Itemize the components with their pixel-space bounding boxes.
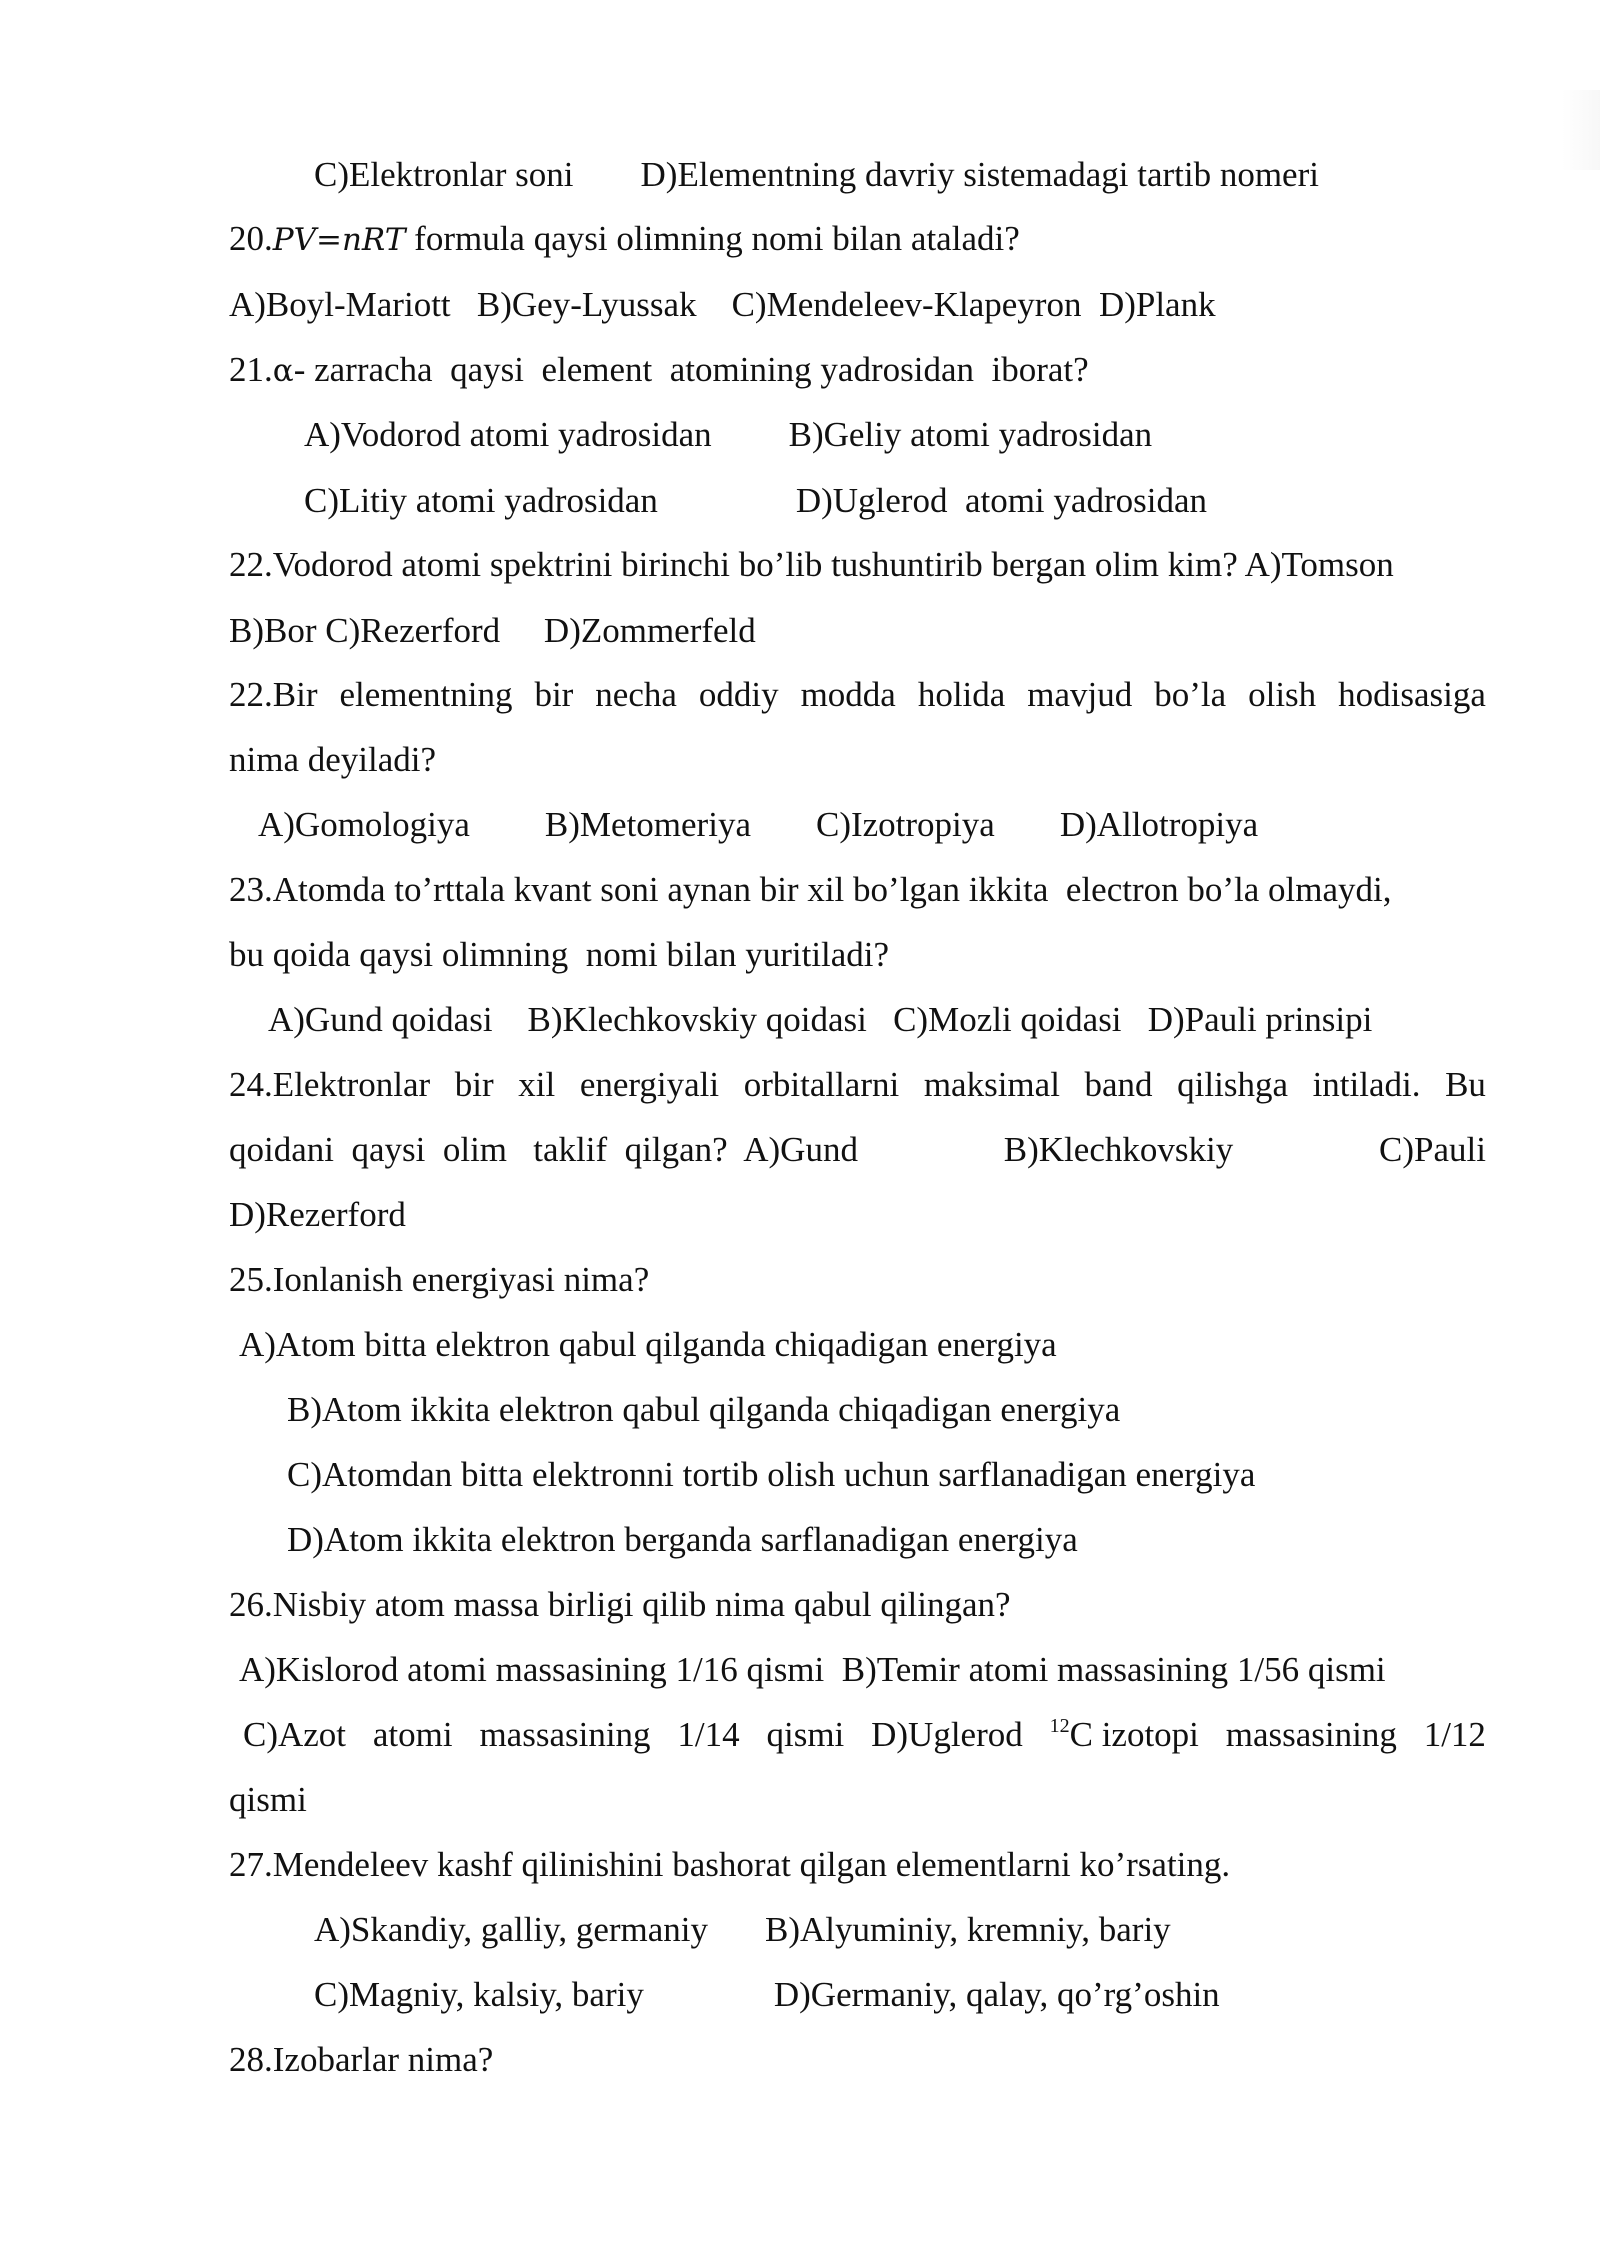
option-c: C)Litiy atomi yadrosidan [304,481,658,520]
page-edge-shade [1562,90,1600,170]
question-text: 22.Vodorod atomi spektrini birinchi bo’lib tushuntirib bergan olim kim? A)Tomson [229,545,1394,584]
question-23 [229,867,1392,913]
word: intiladi. [1312,1065,1421,1104]
option-a: A)Skandiy, galliy, germaniy [314,1910,708,1949]
question-24 [229,1062,1486,1108]
question-text: 28.Izobarlar nima? [229,2040,494,2079]
option-c: C)Pauli [1379,1130,1486,1169]
question-24-cont [229,1127,1486,1173]
question-text: 23.Atomda to’rttala kvant soni aynan bir xil bo’lgan ikkita electron bo’la olmaydi, [229,870,1392,909]
alpha-symbol: α [272,353,294,389]
question-22b-cont [229,737,436,783]
word: Bu [1445,1065,1486,1104]
isotope [1050,1712,1199,1758]
option-d: D)Allotropiya [1059,805,1259,844]
option-a: A)Atom bitta elektron qabul qilganda chiqadigan energiya [239,1325,1057,1364]
option-b: B)Atom ikkita elektron qabul qilganda chiqadigan energiya [287,1390,1121,1429]
question-22a [229,542,1394,588]
question-23-options [268,997,1372,1043]
question-27 [229,1842,1230,1888]
mass-number: 12 [1049,1715,1070,1737]
question-number: 21. [229,350,273,389]
option-d: D)Uglerod atomi yadrosidan [795,481,1207,520]
option-b: B)Klechkovskiy [1003,1130,1234,1169]
question-22b-options [258,802,1258,848]
word: 24.Elektronlar [229,1065,431,1104]
word: 22.Bir [229,675,318,714]
word: energiyali [579,1065,720,1104]
question-20-options [229,282,1216,328]
question-22a-options [229,608,756,654]
option-c: C)Elektronlar soni [314,155,574,194]
word: necha [595,675,677,714]
question-26-options-ab [239,1647,1386,1693]
question-21-options-ab [304,412,1152,458]
question-21 [229,347,1089,393]
question-text: 26.Nisbiy atom massa birligi qilib nima qabul qilingan? [229,1585,1011,1624]
word: qilishga [1177,1065,1288,1104]
word: bir [534,675,574,714]
option-d: D)Rezerford [229,1195,406,1234]
word: xil [518,1065,556,1104]
option-a: A)Gomologiya [258,805,470,844]
word: 1/14 [677,1715,740,1754]
question-25-option-c [287,1452,1255,1498]
question-25-option-a [239,1322,1057,1368]
question-26-cont [229,1777,307,1823]
option-a: A)Vodorod atomi yadrosidan [304,415,712,454]
word: mavjud [1027,675,1133,714]
word: massasining [1225,1715,1397,1754]
question-25 [229,1257,649,1303]
question-26 [229,1582,1011,1628]
question-23-cont [229,932,889,978]
isotope-text: C izotopi [1069,1715,1199,1754]
options-text: A)Gund qoidasi B)Klechkovskiy qoidasi C)Mozli qoidasi D)Pauli prinsipi [268,1000,1373,1039]
question-text: - zarracha qaysi element atomining yadrosidan iborat? [293,350,1089,389]
option-b: B)Geliy atomi yadrosidan [788,415,1153,454]
option-c: C)Magniy, kalsiy, bariy [314,1975,644,2014]
word: orbitallarni [743,1065,900,1104]
word: D)Uglerod [871,1715,1023,1754]
option-d: D)Germaniy, qalay, qo’rg’oshin [773,1975,1220,2014]
word: hodisasiga [1338,675,1486,714]
option-b: B)Alyuminiy, kremniy, bariy [765,1910,1171,1949]
word: qismi [766,1715,845,1754]
word: massasining [479,1715,651,1754]
question-25-option-d [287,1517,1078,1563]
question-26-options-cd [229,1712,1486,1758]
option-c: C)Atomdan bitta elektronni tortib olish uchun sarflanadigan energiya [287,1455,1256,1494]
question-20 [229,216,1020,262]
question-text: nima deyiladi? [229,740,437,779]
question-24-option-d [229,1192,406,1238]
question-22b [229,672,1486,718]
word: olish [1248,675,1317,714]
question-25-option-b [287,1387,1120,1433]
word: holida [917,675,1006,714]
question-text: bu qoida qaysi olimning nomi bilan yuritiladi? [229,935,890,974]
option-d-cont: qismi [229,1780,307,1819]
word: elementning [339,675,513,714]
word: maksimal [923,1065,1060,1104]
word: band [1084,1065,1153,1104]
option-d: D)Elementning davriy sistemadagi tartib nomeri [640,155,1319,194]
question-21-options-cd [304,478,1207,524]
formula-pv-nrt: PV=nRT [272,222,406,258]
question-number: 20. [229,219,273,258]
word: bo’la [1154,675,1227,714]
word: C)Azot [243,1715,347,1754]
word: oddiy [698,675,779,714]
word: modda [800,675,896,714]
word: bir [454,1065,494,1104]
question-text: formula qaysi olimning nomi bilan ataladi? [414,219,1020,258]
question-text: 27.Mendeleev kashf qilinishini bashorat qilgan elementlarni ko’rsating. [229,1845,1231,1884]
option-d: D)Atom ikkita elektron berganda sarflanadigan energiya [287,1520,1078,1559]
word: 1/12 [1423,1715,1486,1754]
question-27-options-cd [314,1972,1220,2018]
question-text: 25.Ionlanish energiyasi nima? [229,1260,650,1299]
options-text: A)Boyl-Mariott B)Gey-Lyussak C)Mendeleev-Klapeyron D)Plank [229,285,1216,324]
options-text: B)Bor C)Rezerford D)Zommerfeld [229,611,756,650]
word: atomi [372,1715,453,1754]
question-27-options-ab [314,1907,1171,1953]
option-c: C)Izotropiya [815,805,995,844]
q19-options-cd [314,152,1319,198]
question-text: qoidani qaysi olim taklif qilgan? A)Gund [229,1130,858,1169]
option-b: B)Metomeriya [544,805,751,844]
options-text: A)Kislorod atomi massasining 1/16 qismi B)Temir atomi massasining 1/56 qismi [239,1650,1386,1689]
question-28 [229,2037,493,2083]
